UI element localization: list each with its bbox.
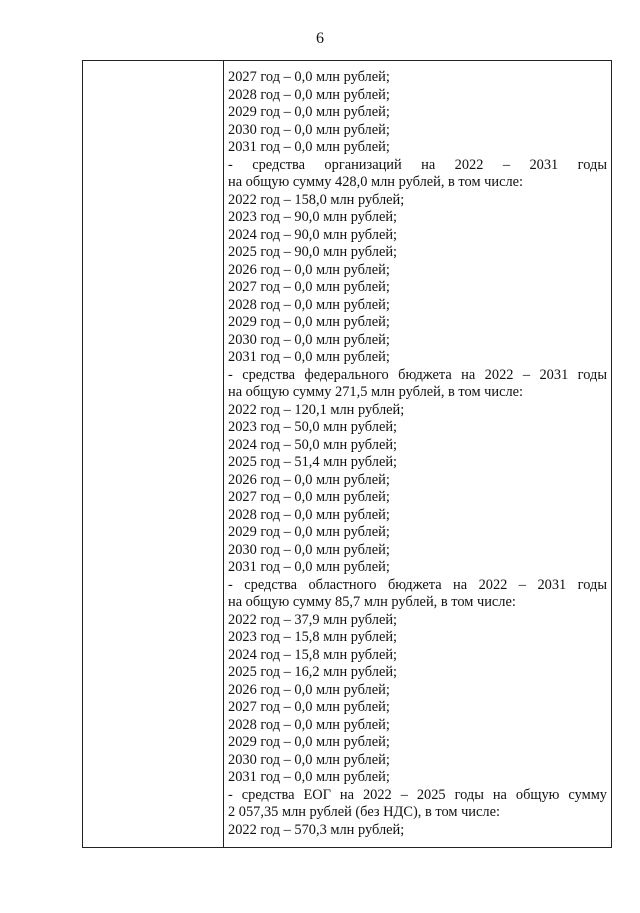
text-line: 2023 год – 50,0 млн рублей; <box>228 419 398 435</box>
text-line: 2028 год – 0,0 млн рублей; <box>228 296 390 313</box>
text-line: 2025 год – 16,2 млн рублей; <box>228 664 398 680</box>
text-line: 2023 год – 90,0 млн рублей; <box>228 209 398 225</box>
text-line: 2031 год – 0,0 млн рублей; <box>228 139 390 155</box>
text-line: 2029 год – 0,0 млн рублей; <box>228 314 390 330</box>
text-line: 2027 год – 0,0 млн рублей; <box>228 489 390 505</box>
page-number: 6 <box>316 30 324 47</box>
text-line: 2027 год – 0,0 млн рублей; <box>228 69 390 85</box>
text-line: 2030 год – 0,0 млн рублей; <box>228 121 390 138</box>
section-heading-line: - средства ЕОГ на 2022 – 2025 годы на общую сумму <box>228 786 607 803</box>
section-heading-line: - средства областного бюджета на 2022 – 2031 годы <box>228 576 607 593</box>
text-line: на общую сумму 428,0 млн рублей, в том числе: <box>228 174 524 190</box>
text-line: 2026 год – 0,0 млн рублей; <box>228 261 390 278</box>
text-line: 2031 год – 0,0 млн рублей; <box>228 349 390 365</box>
section-heading-line: - средства федерального бюджета на 2022 – 2031 годы <box>228 366 607 383</box>
text-line: 2029 год – 0,0 млн рублей; <box>228 524 390 540</box>
text-line: 2022 год – 570,3 млн рублей; <box>228 821 405 838</box>
text-line: 2030 год – 0,0 млн рублей; <box>228 541 390 558</box>
text-line: 2028 год – 0,0 млн рублей; <box>228 506 390 523</box>
document-table <box>82 60 612 848</box>
section-heading-line: - средства организаций на 2022 – 2031 годы <box>228 156 607 173</box>
text-line: 2028 год – 0,0 млн рублей; <box>228 716 390 733</box>
text-line: 2024 год – 50,0 млн рублей; <box>228 436 398 453</box>
text-line: 2022 год – 37,9 млн рублей; <box>228 611 398 628</box>
text-line: 2025 год – 51,4 млн рублей; <box>228 454 398 470</box>
text-line: 2027 год – 0,0 млн рублей; <box>228 279 390 295</box>
text-line: 2029 год – 0,0 млн рублей; <box>228 734 390 750</box>
table-right-cell <box>228 69 607 839</box>
column-divider <box>223 61 224 847</box>
text-line: 2022 год – 158,0 млн рублей; <box>228 191 405 208</box>
text-line: 2022 год – 120,1 млн рублей; <box>228 401 405 418</box>
text-line: 2028 год – 0,0 млн рублей; <box>228 86 390 103</box>
text-line: 2027 год – 0,0 млн рублей; <box>228 699 390 715</box>
table-left-cell <box>83 61 223 847</box>
text-line: 2 057,35 млн рублей (без НДС), в том числе: <box>228 804 500 820</box>
text-line: на общую сумму 85,7 млн рублей, в том числе: <box>228 594 516 610</box>
text-line: 2030 год – 0,0 млн рублей; <box>228 331 390 348</box>
text-line: 2026 год – 0,0 млн рублей; <box>228 681 390 698</box>
text-line: 2026 год – 0,0 млн рублей; <box>228 471 390 488</box>
text-line: 2030 год – 0,0 млн рублей; <box>228 751 390 768</box>
text-line: 2024 год – 90,0 млн рублей; <box>228 226 398 243</box>
text-line: 2024 год – 15,8 млн рублей; <box>228 646 398 663</box>
text-line: 2029 год – 0,0 млн рублей; <box>228 104 390 120</box>
text-line: 2031 год – 0,0 млн рублей; <box>228 769 390 785</box>
text-line: на общую сумму 271,5 млн рублей, в том числе: <box>228 384 524 400</box>
text-line: 2031 год – 0,0 млн рублей; <box>228 559 390 575</box>
text-line: 2023 год – 15,8 млн рублей; <box>228 629 398 645</box>
text-line: 2025 год – 90,0 млн рублей; <box>228 244 398 260</box>
